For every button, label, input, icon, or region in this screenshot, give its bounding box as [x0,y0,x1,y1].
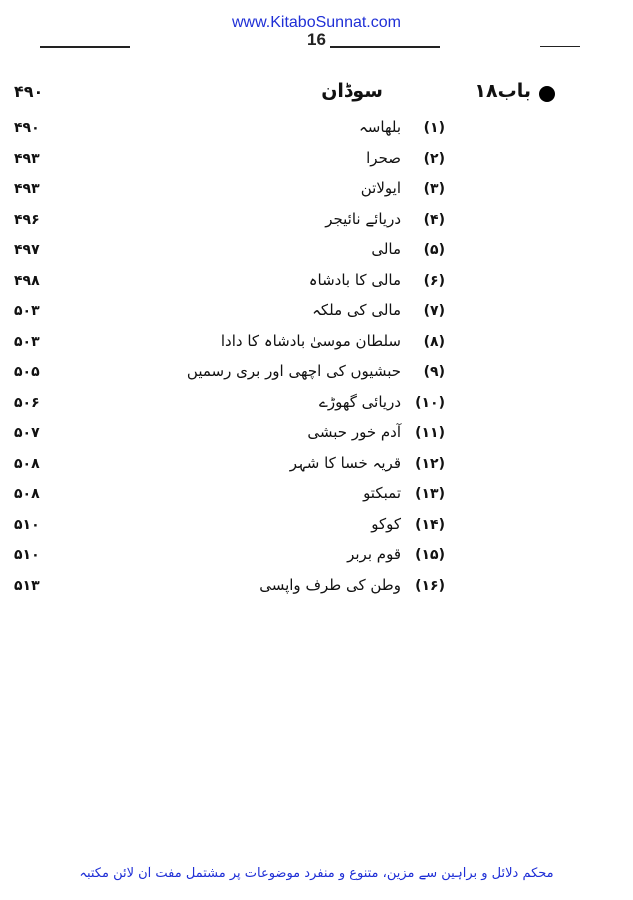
entry-page: ۵۰۶ [14,394,40,411]
entry-title: صحرا [366,148,401,167]
entry-page: ۵۱۰ [14,547,40,563]
site-url[interactable]: www.KitaboSunnat.com [232,14,401,31]
toc-entry [0,484,633,515]
entry-number: (۱۵) [415,547,445,563]
toc-entry [0,332,633,363]
entry-page: ۴۹۶ [14,211,40,228]
entry-page: ۴۹۰ [14,120,40,136]
entry-title: بلھاسہ [359,118,401,136]
entry-number: (۱۴) [415,516,445,533]
toc-entry [0,454,633,485]
entry-title: مالی [371,240,401,258]
entry-number: (۲) [423,150,445,167]
entry-number: (۷) [423,303,445,319]
toc-list [0,118,633,606]
toc-entry [0,271,633,302]
entry-page: ۵۰۸ [14,486,40,502]
entry-title: کوکو [371,514,401,533]
header-rule-right [540,46,580,47]
entry-page: ۴۹۳ [14,150,40,167]
bullet-icon [539,86,555,102]
entry-number: (۱۶) [415,577,445,594]
toc-entry [0,545,633,576]
entry-page: ۵۰۷ [14,425,40,441]
toc-entry [0,576,633,607]
chapter-heading [0,80,633,108]
entry-title: سلطان موسیٰ بادشاہ کا دادا [220,331,401,350]
entry-number: (۱۱) [415,425,445,441]
entry-page: ۵۰۳ [14,303,40,319]
toc-entry [0,210,633,241]
header-rule-left [40,46,130,48]
entry-title: مالی کا بادشاہ [308,270,401,289]
entry-number: (۱۰) [415,394,445,411]
entry-title: آدم خور حبشی [307,423,401,441]
page-number: 16 [307,30,326,49]
toc-entry [0,393,633,424]
entry-number: (۹) [423,364,445,380]
entry-page: ۵۱۳ [14,577,40,594]
entry-page: ۵۰۸ [14,455,40,472]
header-rule-center [330,46,440,48]
chapter-label: باب۱۸ [474,80,531,102]
entry-number: (۴) [423,211,445,228]
entry-title: حبشیوں کی اچھی اور بری رسمیں [186,362,401,380]
entry-title: دریائی گھوڑے [319,392,401,411]
entry-title: وطن کی طرف واپسی [259,575,401,594]
entry-number: (۸) [423,333,445,350]
entry-title: ایولاتن [360,179,401,197]
toc-entry [0,301,633,332]
entry-title: قریہ خسا کا شہر [289,453,401,472]
toc-entry [0,179,633,210]
entry-number: (۳) [423,181,445,197]
entry-page: ۵۱۰ [14,516,40,533]
entry-page: ۴۹۸ [14,272,40,289]
entry-number: (۱) [423,120,445,136]
entry-number: (۱۲) [415,455,445,472]
chapter-title: سوڈان [321,80,383,102]
entry-page: ۵۰۵ [14,364,40,380]
toc-entry [0,515,633,546]
chapter-page: ۴۹۰ [14,82,44,101]
toc-entry [0,149,633,180]
footer-tagline: محکم دلائل و براہین سے مزین، متنوع و منفرد موضوعات پر مشتمل مفت آن لائن مکتبہ [79,866,554,881]
entry-title: قوم بربر [347,545,401,563]
entry-title: تمبکتو [363,484,401,502]
entry-title: دریائے نائیجر [325,209,401,228]
entry-page: ۵۰۳ [14,333,40,350]
entry-title: مالی کی ملکہ [312,301,401,319]
toc-entry [0,362,633,393]
entry-number: (۵) [423,242,445,258]
entry-number: (۶) [423,272,445,289]
entry-page: ۴۹۳ [14,181,40,197]
entry-number: (۱۳) [415,486,445,502]
toc-entry [0,240,633,271]
toc-entry [0,423,633,454]
toc-entry [0,118,633,149]
entry-page: ۴۹۷ [14,242,40,258]
